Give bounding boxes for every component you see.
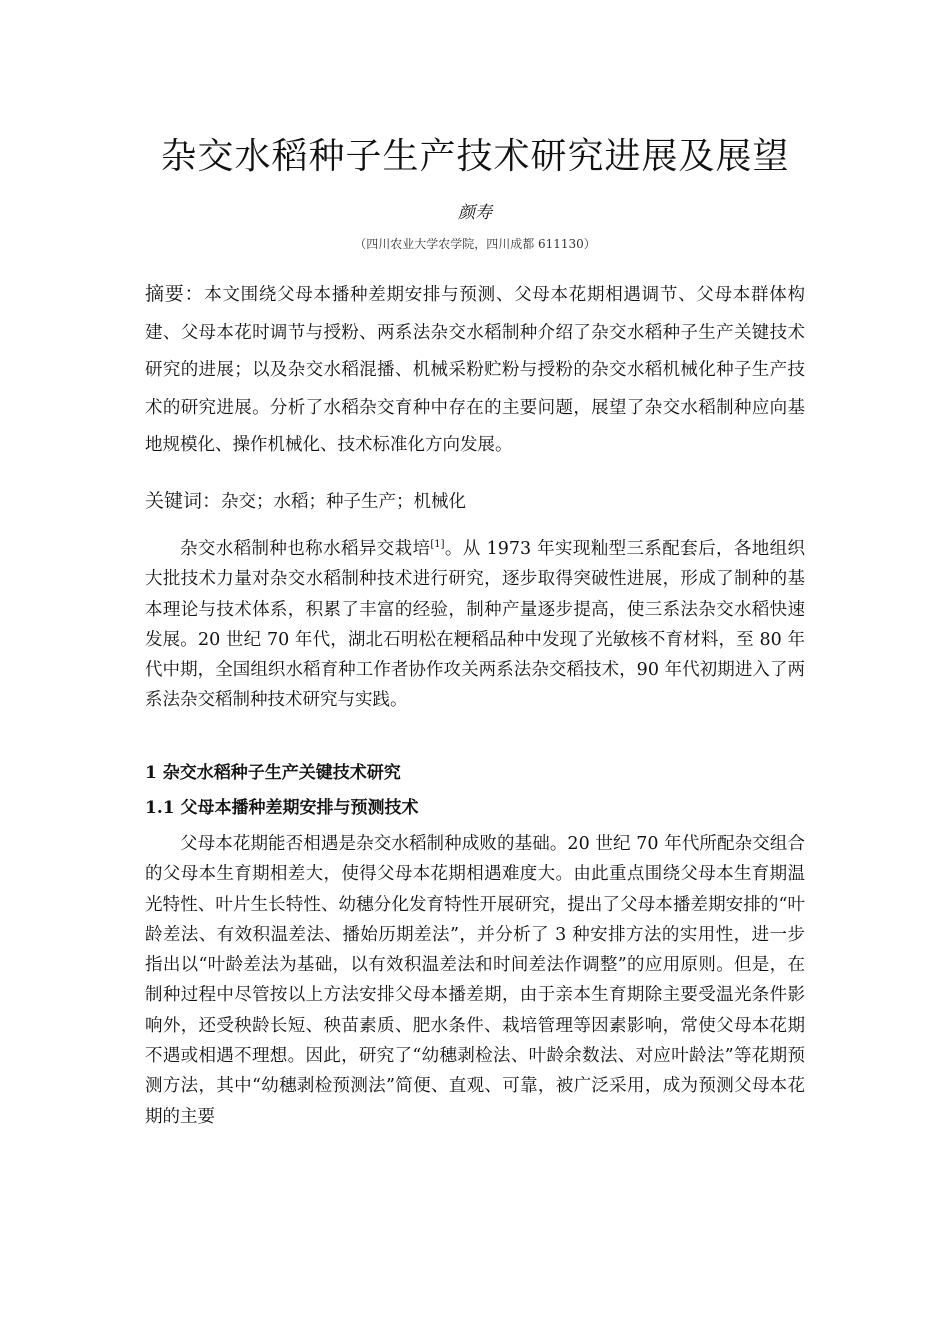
abstract-label: 摘要： — [145, 283, 205, 305]
keywords-label: 关键词： — [145, 490, 222, 512]
author-name: 颜寿 — [458, 203, 492, 223]
intro-text-start: 杂交水稻制种也称水稻异交栽培 — [180, 539, 431, 559]
subsection-heading: 1.1 父母本播种差期安排与预测技术 — [145, 798, 419, 818]
section-heading: 1 杂交水稻种子生产关键技术研究 — [145, 763, 401, 783]
author-affiliation: （四川农业大学农学院，四川成都 611130） — [354, 237, 596, 251]
citation-ref: [1] — [430, 539, 445, 551]
keywords — [145, 486, 805, 517]
paper-title: 杂交水稻种子生产技术研究进展及展望 — [160, 136, 790, 177]
intro-text-rest: 。从 1973 年实现籼型三系配套后，各地组织大批技术力量对杂交水稻制种技术进行研究，逐步取得突破性进展，形成了制种的基本理论与技术体系，积累了丰富的经验，制种产量逐步提高，使三系法杂交水稻快速发展。20 世纪 70 年代，湖北石明松在粳稻品种中发现了光敏核不育材料，至 80 年代中期，全国组织水稻育种工作者协作攻关两系法杂交稻技术，90 年代初期进入了两系法杂交稻制种技术研究与实践。 — [145, 539, 805, 711]
intro-paragraph — [145, 534, 805, 716]
section-paragraph: 父母本花期能否相遇是杂交水稻制种成败的基础。20 世纪 70 年代所配杂交组合的父母本生育期相差大，使得父母本花期相遇难度大。由此重点围绕父母本生育期温光特性、叶片生长特性、幼穗分化发育特性开展研究，提出了父母本播差期安排的“叶龄差法、有效积温差法、播始历期差法”，并分析了 3 种安排方法的实用性，进一步指出以“叶龄差法为基础，以有效积温差法和时间差法作调整”的应用原则。但是，在制种过程中尽管按以上方法安排父母本播差期，由于亲本生育期除主要受温光条件影响外，还受秧龄长短、秧苗素质、肥水条件、栽培管理等因素影响，常使父母本花期不遇或相遇不理想。因此，研究了“幼穗剥检法、叶龄余数法、对应叶龄法”等花期预测方法，其中“幼穗剥检预测法”简便、直观、可靠，被广泛采用，成为预测父母本花期的主要 — [145, 834, 805, 1127]
abstract-text: 本文围绕父母本播种差期安排与预测、父母本花期相遇调节、父母本群体构建、父母本花时调节与授粉、两系法杂交水稻制种介绍了杂交水稻种子生产关键技术研究的进展；以及杂交水稻混播、机械采粉贮粉与授粉的杂交水稻机械化种子生产技术的研究进展。分析了水稻杂交育种中存在的主要问题，展望了杂交水稻制种应向基地规模化、操作机械化、技术标准化方向发展。 — [145, 285, 805, 455]
abstract — [145, 276, 805, 465]
keywords-text: 杂交；水稻；种子生产；机械化 — [221, 492, 467, 512]
